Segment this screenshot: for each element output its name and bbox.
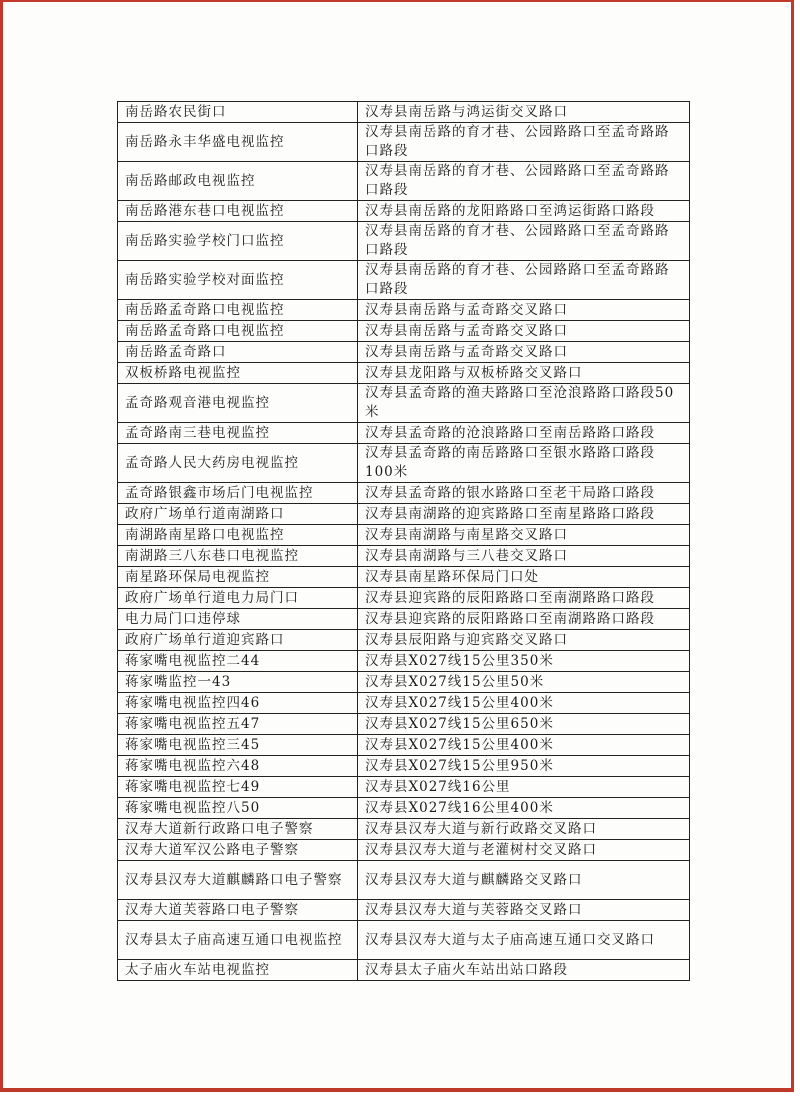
location-cell: 汉寿县汉寿大道与太子庙高速互通口交叉路口 bbox=[358, 921, 690, 960]
monitor-name-cell: 汉寿县汉寿大道麒麟路口电子警察 bbox=[118, 861, 358, 900]
table-row bbox=[118, 756, 690, 777]
monitor-name-cell: 蒋家嘴电视监控四46 bbox=[118, 693, 358, 714]
location-cell: 汉寿县迎宾路的辰阳路路口至南湖路路口路段 bbox=[358, 609, 690, 630]
monitor-name-cell: 孟奇路南三巷电视监控 bbox=[118, 423, 358, 444]
monitor-name-cell: 南湖路南星路口电视监控 bbox=[118, 525, 358, 546]
table-row bbox=[118, 588, 690, 609]
table-row bbox=[118, 693, 690, 714]
table-row bbox=[118, 630, 690, 651]
location-cell: 汉寿县太子庙火车站出站口路段 bbox=[358, 960, 690, 981]
monitor-name-cell: 蒋家嘴电视监控八50 bbox=[118, 798, 358, 819]
table-row bbox=[118, 819, 690, 840]
table-body bbox=[118, 102, 690, 981]
location-cell: 汉寿县南岳路与孟奇路交叉路口 bbox=[358, 300, 690, 321]
table-row bbox=[118, 261, 690, 300]
table-row bbox=[118, 714, 690, 735]
monitor-name-cell: 双板桥路电视监控 bbox=[118, 363, 358, 384]
table-row bbox=[118, 483, 690, 504]
table-row bbox=[118, 321, 690, 342]
table-row bbox=[118, 546, 690, 567]
location-cell: 汉寿县X027线16公里400米 bbox=[358, 798, 690, 819]
location-cell: 汉寿县X027线15公里350米 bbox=[358, 651, 690, 672]
monitor-name-cell: 南岳路永丰华盛电视监控 bbox=[118, 123, 358, 162]
location-cell: 汉寿县汉寿大道与芙蓉路交叉路口 bbox=[358, 900, 690, 921]
monitor-name-cell: 蒋家嘴电视监控三45 bbox=[118, 735, 358, 756]
location-cell: 汉寿县X027线15公里400米 bbox=[358, 693, 690, 714]
table-row bbox=[118, 609, 690, 630]
monitor-location-table bbox=[117, 101, 690, 981]
location-cell: 汉寿县孟奇路的渔夫路路口至沧浪路路口路段50米 bbox=[358, 384, 690, 423]
table-row bbox=[118, 222, 690, 261]
table-row bbox=[118, 162, 690, 201]
table-row bbox=[118, 840, 690, 861]
table-row bbox=[118, 672, 690, 693]
table-row bbox=[118, 102, 690, 123]
table-row bbox=[118, 651, 690, 672]
monitor-name-cell: 政府广场单行道电力局门口 bbox=[118, 588, 358, 609]
location-cell: 汉寿县南湖路与三八巷交叉路口 bbox=[358, 546, 690, 567]
monitor-name-cell: 南湖路三八东巷口电视监控 bbox=[118, 546, 358, 567]
location-cell: 汉寿县龙阳路与双板桥路交叉路口 bbox=[358, 363, 690, 384]
monitor-name-cell: 蒋家嘴电视监控五47 bbox=[118, 714, 358, 735]
monitor-name-cell: 南岳路孟奇路口电视监控 bbox=[118, 321, 358, 342]
table-row bbox=[118, 123, 690, 162]
location-cell: 汉寿县南岳路与鸿运街交叉路口 bbox=[358, 102, 690, 123]
location-cell: 汉寿县孟奇路的银水路路口至老干局路口路段 bbox=[358, 483, 690, 504]
location-cell: 汉寿县汉寿大道与老灌树村交叉路口 bbox=[358, 840, 690, 861]
monitor-name-cell: 南岳路孟奇路口 bbox=[118, 342, 358, 363]
location-cell: 汉寿县孟奇路的南岳路路口至银水路路口路段100米 bbox=[358, 444, 690, 483]
location-cell: 汉寿县汉寿大道与新行政路交叉路口 bbox=[358, 819, 690, 840]
monitor-name-cell: 政府广场单行道南湖路口 bbox=[118, 504, 358, 525]
table-row bbox=[118, 777, 690, 798]
location-cell: 汉寿县南星路环保局门口处 bbox=[358, 567, 690, 588]
monitor-name-cell: 南岳路农民街口 bbox=[118, 102, 358, 123]
table-row bbox=[118, 363, 690, 384]
table-row bbox=[118, 423, 690, 444]
monitor-name-cell: 汉寿大道芙蓉路口电子警察 bbox=[118, 900, 358, 921]
table-row bbox=[118, 504, 690, 525]
monitor-name-cell: 南岳路港东巷口电视监控 bbox=[118, 201, 358, 222]
monitor-name-cell: 南岳路孟奇路口电视监控 bbox=[118, 300, 358, 321]
location-cell: 汉寿县迎宾路的辰阳路路口至南湖路路口路段 bbox=[358, 588, 690, 609]
table-row bbox=[118, 798, 690, 819]
monitor-name-cell: 蒋家嘴电视监控二44 bbox=[118, 651, 358, 672]
table-row bbox=[118, 861, 690, 900]
monitor-name-cell: 汉寿大道军汉公路电子警察 bbox=[118, 840, 358, 861]
table-row bbox=[118, 921, 690, 960]
location-cell: 汉寿县X027线15公里50米 bbox=[358, 672, 690, 693]
location-cell: 汉寿县汉寿大道与麒麟路交叉路口 bbox=[358, 861, 690, 900]
monitor-name-cell: 政府广场单行道迎宾路口 bbox=[118, 630, 358, 651]
monitor-name-cell: 蒋家嘴电视监控六48 bbox=[118, 756, 358, 777]
location-cell: 汉寿县南岳路与孟奇路交叉路口 bbox=[358, 321, 690, 342]
location-cell: 汉寿县南岳路的育才巷、公园路路口至孟奇路路口路段 bbox=[358, 222, 690, 261]
monitor-name-cell: 孟奇路人民大药房电视监控 bbox=[118, 444, 358, 483]
monitor-name-cell: 蒋家嘴电视监控七49 bbox=[118, 777, 358, 798]
monitor-name-cell: 南星路环保局电视监控 bbox=[118, 567, 358, 588]
monitor-name-cell: 汉寿县太子庙高速互通口电视监控 bbox=[118, 921, 358, 960]
monitor-name-cell: 蒋家嘴监控一43 bbox=[118, 672, 358, 693]
monitor-name-cell: 南岳路实验学校对面监控 bbox=[118, 261, 358, 300]
monitor-name-cell: 汉寿大道新行政路口电子警察 bbox=[118, 819, 358, 840]
location-cell: 汉寿县辰阳路与迎宾路交叉路口 bbox=[358, 630, 690, 651]
table-row bbox=[118, 900, 690, 921]
table-row bbox=[118, 567, 690, 588]
table-row bbox=[118, 201, 690, 222]
table-row bbox=[118, 342, 690, 363]
table-row bbox=[118, 960, 690, 981]
monitor-name-cell: 孟奇路观音港电视监控 bbox=[118, 384, 358, 423]
table-row bbox=[118, 300, 690, 321]
monitor-name-cell: 电力局门口违停球 bbox=[118, 609, 358, 630]
location-cell: 汉寿县南岳路的育才巷、公园路路口至孟奇路路口路段 bbox=[358, 162, 690, 201]
monitor-name-cell: 南岳路邮政电视监控 bbox=[118, 162, 358, 201]
location-cell: 汉寿县南岳路的育才巷、公园路路口至孟奇路路口路段 bbox=[358, 261, 690, 300]
location-cell: 汉寿县X027线15公里950米 bbox=[358, 756, 690, 777]
monitor-name-cell: 孟奇路银鑫市场后门电视监控 bbox=[118, 483, 358, 504]
table-row bbox=[118, 384, 690, 423]
location-cell: 汉寿县南岳路的龙阳路路口至鸿运街路口路段 bbox=[358, 201, 690, 222]
location-cell: 汉寿县X027线16公里 bbox=[358, 777, 690, 798]
location-cell: 汉寿县X027线15公里650米 bbox=[358, 714, 690, 735]
location-cell: 汉寿县南湖路与南星路交叉路口 bbox=[358, 525, 690, 546]
table-row bbox=[118, 525, 690, 546]
location-cell: 汉寿县孟奇路的沧浪路路口至南岳路路口路段 bbox=[358, 423, 690, 444]
monitor-name-cell: 南岳路实验学校门口监控 bbox=[118, 222, 358, 261]
location-cell: 汉寿县南湖路的迎宾路路口至南星路路口路段 bbox=[358, 504, 690, 525]
location-cell: 汉寿县X027线15公里400米 bbox=[358, 735, 690, 756]
monitor-name-cell: 太子庙火车站电视监控 bbox=[118, 960, 358, 981]
table-row bbox=[118, 735, 690, 756]
location-cell: 汉寿县南岳路的育才巷、公园路路口至孟奇路路口路段 bbox=[358, 123, 690, 162]
location-cell: 汉寿县南岳路与孟奇路交叉路口 bbox=[358, 342, 690, 363]
table-row bbox=[118, 444, 690, 483]
